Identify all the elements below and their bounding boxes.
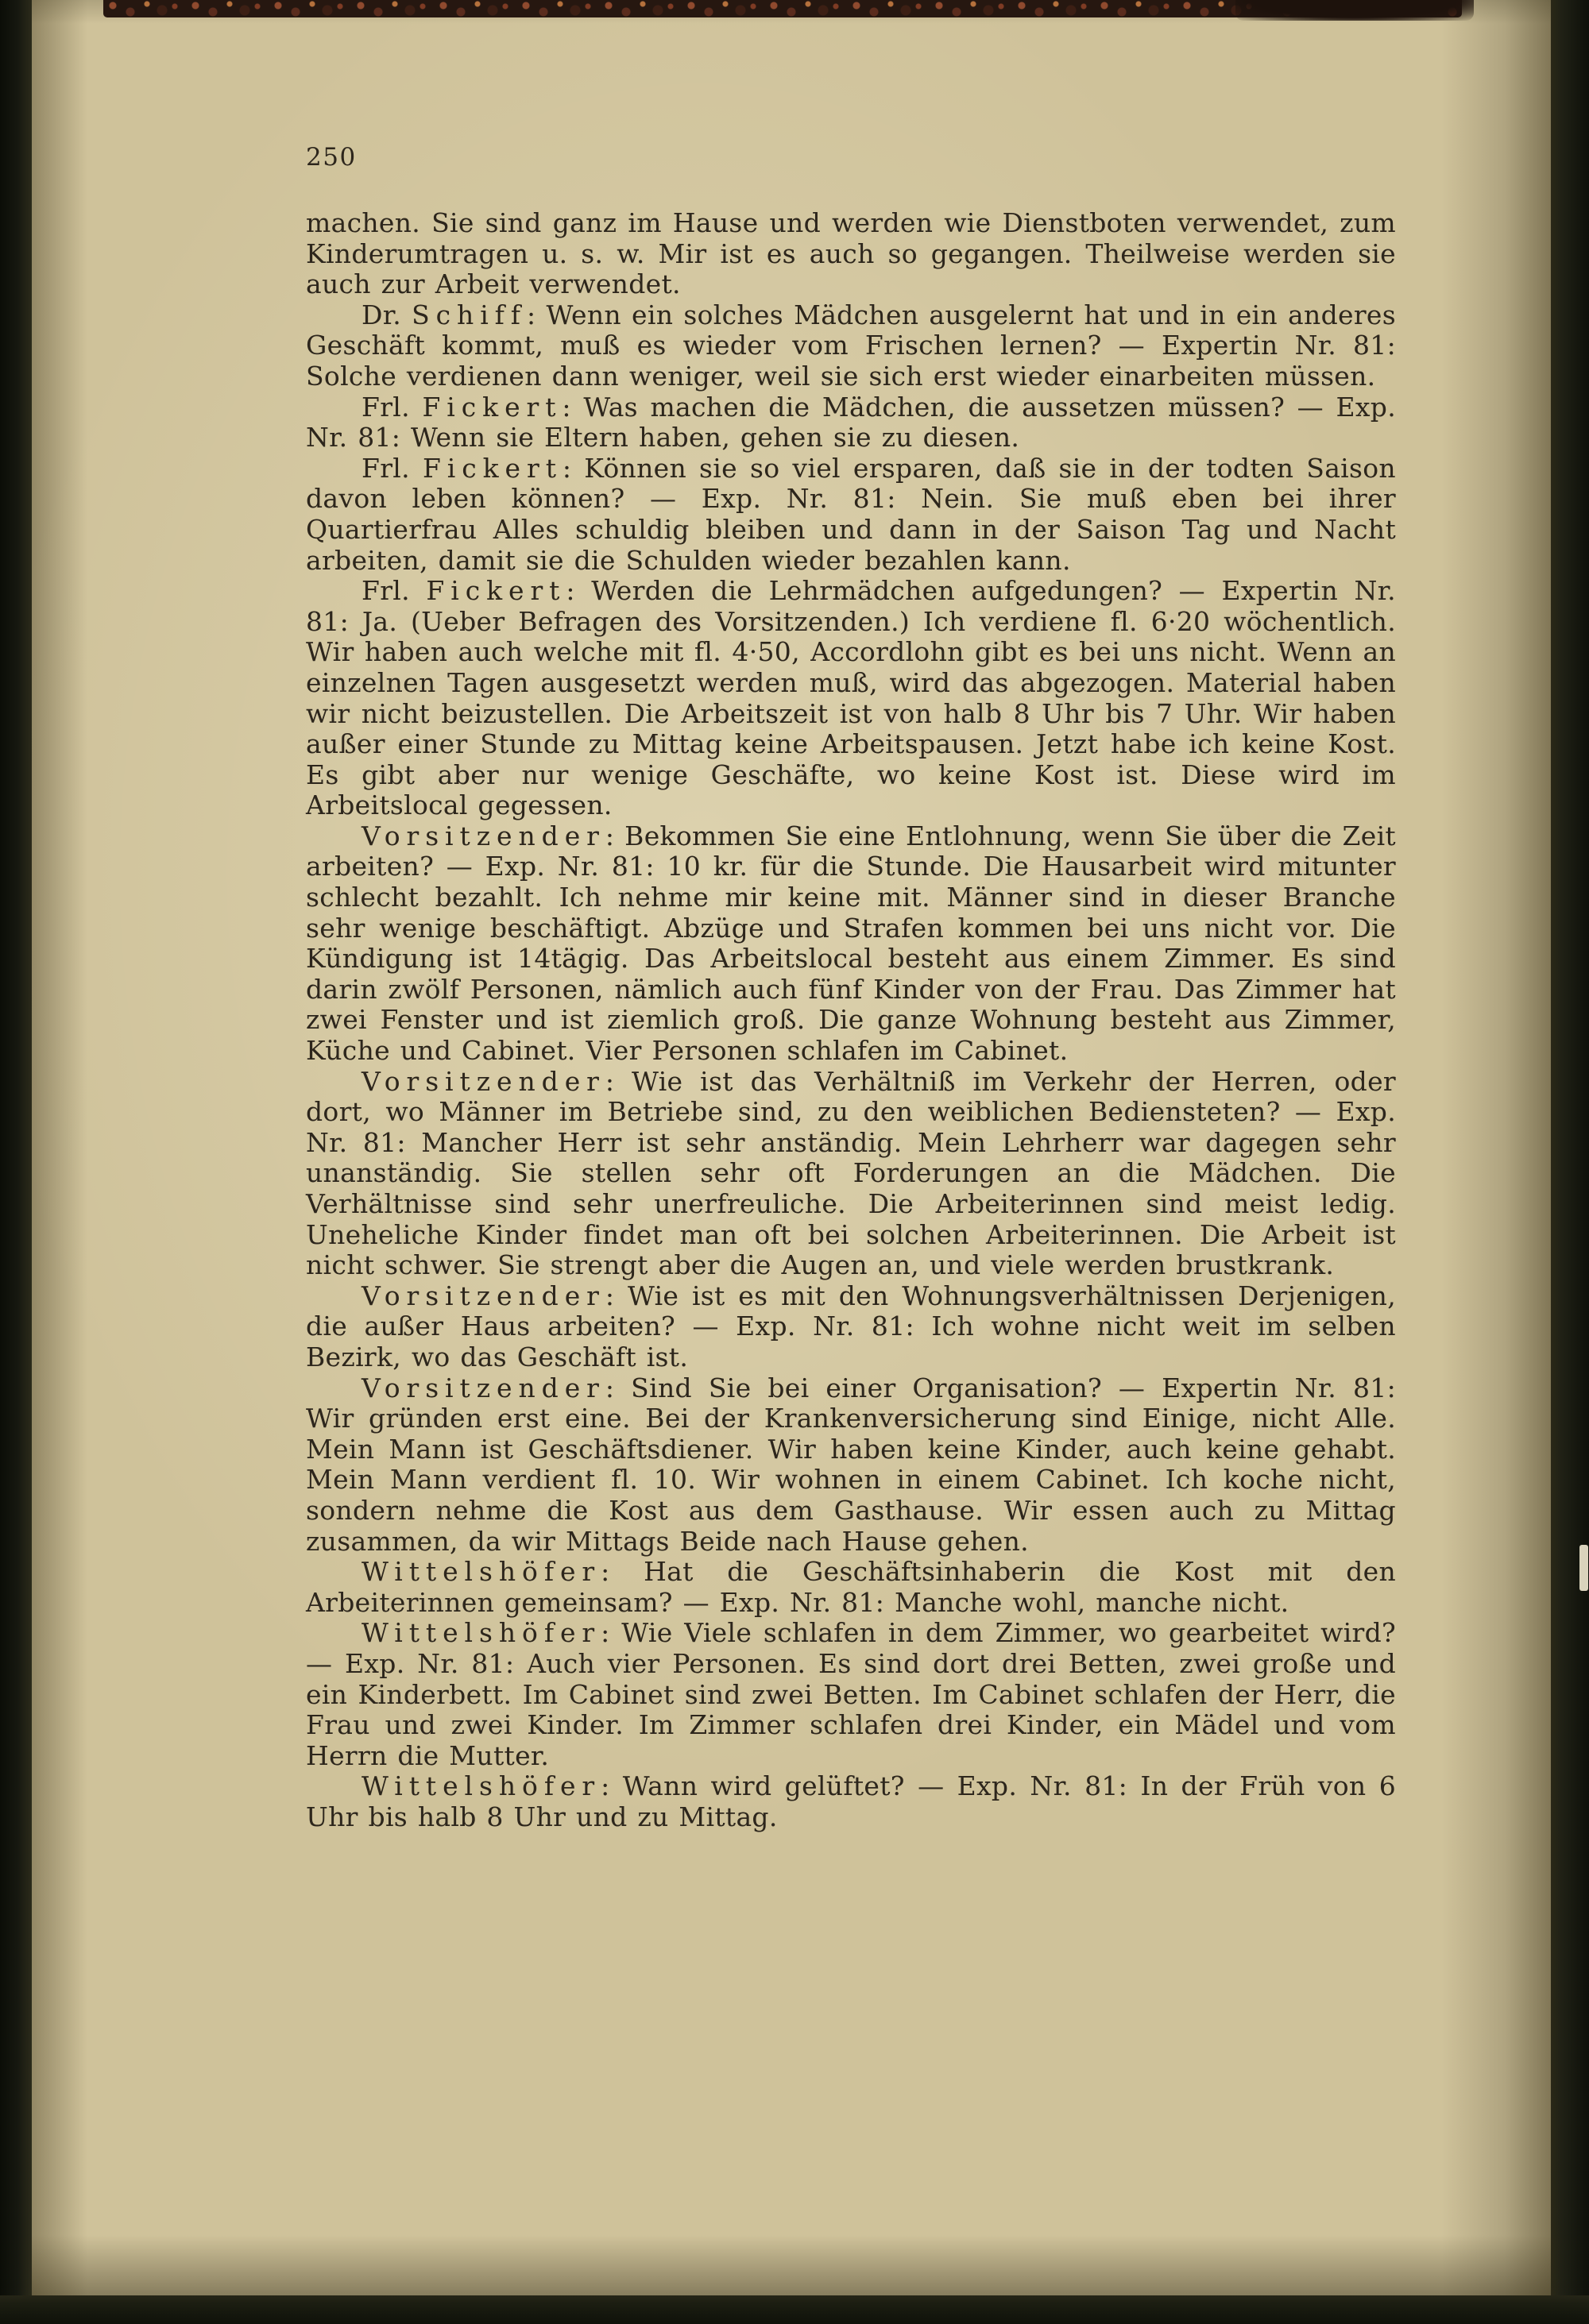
paragraph-text: : Sind Sie bei einer Organisation? — Expertin Nr. 81: Wir gründen erst eine. Bei der Krankenversicherung sind Einige, nicht Alle. Mein Mann ist Geschäftsdiener. Wir haben keine Kinder, auch keine gehabt. Mein Mann verdient fl. 10. Wir wohnen in einem Cabinet. Ich koche nicht, sondern nehme die Kost aus dem Gasthause. Wir essen auch zu Mittag zusammen, da wir Mittags Beide nach Hause gehen. bbox=[306, 1372, 1396, 1557]
paragraph-text: : Wie ist es mit den Wohnungsverhältnissen Derjenigen, die außer Haus arbeiten? — Exp. Nr. 81: Ich wohne nicht weit im selben Bezirk, wo das Geschäft ist. bbox=[306, 1280, 1396, 1372]
speaker-name: Wittelshöfer bbox=[361, 1770, 601, 1802]
paragraph bbox=[306, 1557, 1396, 1618]
speaker-name: Vorsitzender bbox=[361, 820, 605, 851]
book-binding-left bbox=[0, 0, 32, 2324]
paragraph bbox=[306, 1373, 1396, 1558]
book-edge-bottom bbox=[0, 2295, 1589, 2324]
speaker-name: Fickert bbox=[422, 452, 563, 484]
paragraph bbox=[306, 1618, 1396, 1771]
paragraph-text: : Was machen die Mädchen, die aussetzen müssen? — Exp. Nr. 81: Wenn sie Eltern haben, gehen sie zu diesen. bbox=[306, 391, 1396, 454]
marbled-edge-top-right bbox=[1235, 0, 1474, 21]
paragraph bbox=[306, 821, 1396, 1067]
page-marker-sliver bbox=[1579, 1545, 1588, 1591]
paragraph bbox=[306, 1771, 1396, 1832]
page-edge-right bbox=[1551, 0, 1589, 2324]
paragraph bbox=[306, 392, 1396, 454]
speaker-name: Fickert bbox=[422, 391, 563, 423]
paragraph bbox=[306, 300, 1396, 392]
paragraph-text: : Wann wird gelüftet? — Exp. Nr. 81: In der Früh von 6 Uhr bis halb 8 Uhr und zu Mittag. bbox=[306, 1770, 1396, 1832]
paragraph-text: machen. Sie sind ganz im Hause und werden wie Dienstboten verwendet, zum Kinderumtragen u. s. w. Mir ist es auch so gegangen. Theilweise werden sie auch zur Arbeit verwendet. bbox=[306, 207, 1396, 300]
paragraph bbox=[306, 454, 1396, 576]
paragraph bbox=[306, 1067, 1396, 1281]
speaker-name: Wittelshöfer bbox=[361, 1617, 601, 1649]
paragraph bbox=[306, 208, 1396, 300]
paragraph-text: : Hat die Geschäftsinhaberin die Kost mit den Arbeiterinnen gemeinsam? — Exp. Nr. 81: Manche wohl, manche nicht. bbox=[306, 1556, 1396, 1618]
paragraph-text: : Wenn ein solches Mädchen ausgelernt hat und in ein anderes Geschäft kommt, muß es wieder vom Frischen lernen? — Expertin Nr. 81: Solche verdienen dann weniger, weil sie sich erst wieder einarbeiten müssen. bbox=[306, 299, 1396, 392]
speaker-name: Fickert bbox=[426, 575, 566, 607]
paragraph-text: : Werden die Lehrmädchen aufgedungen? — Expertin Nr. 81: Ja. (Ueber Befragen des Vorsitzenden.) Ich verdiene fl. 6·20 wöchentlich. Wir haben auch welche mit fl. 4·50, Accordlohn gibt es bei uns nicht. Wenn an einzelnen Tagen ausgesetzt werden muß, wird das abgezogen. Material haben wir nicht beizustellen. Die Arbeitszeit ist von halb 8 Uhr bis 7 Uhr. Wir haben außer einer Stunde zu Mittag keine Arbeitspausen. Jetzt habe ich keine Kost. Es gibt aber nur wenige Geschäfte, wo keine Kost ist. Diese wird im Arbeitslocal gegessen. bbox=[306, 575, 1396, 821]
speaker-name: Vorsitzender bbox=[361, 1280, 605, 1311]
speaker-name: Vorsitzender bbox=[361, 1372, 605, 1403]
speaker-name: Schiff bbox=[412, 299, 527, 330]
paragraph-text: : Bekommen Sie eine Entlohnung, wenn Sie über die Zeit arbeiten? — Exp. Nr. 81: 10 kr. für die Stunde. Die Hausarbeit wird mitunter schlecht bezahlt. Ich nehme mir keine mit. Männer sind in dieser Branche sehr wenige beschäftigt. Abzüge und Strafen kommen bei uns nicht vor. Die Kündigung ist 14tägig. Das Arbeitslocal besteht aus einem Zimmer. Es sind darin zwölf Personen, nämlich auch fünf Kinder von der Frau. Das Zimmer hat zwei Fenster und ist ziemlich groß. Die ganze Wohnung besteht aus Zimmer, Küche und Cabinet. Vier Personen schlafen im Cabinet. bbox=[306, 820, 1396, 1067]
speaker-prefix: Dr. bbox=[361, 299, 412, 330]
page-number: 250 bbox=[306, 143, 357, 172]
paragraph-text: : Können sie so viel ersparen, daß sie in der todten Saison davon leben können? — Exp. Nr. 81: Nein. Sie muß eben bei ihrer Quartierfrau Alles schuldig bleiben und dann in der Saison Tag und Nacht arbeiten, damit sie die Schulden wieder bezahlen kann. bbox=[306, 452, 1396, 576]
speaker-name: Vorsitzender bbox=[361, 1065, 605, 1097]
speaker-prefix: Frl. bbox=[361, 575, 427, 607]
paragraph bbox=[306, 576, 1396, 821]
speaker-name: Wittelshöfer bbox=[361, 1556, 601, 1588]
text-block bbox=[306, 143, 1396, 1832]
speaker-prefix: Frl. bbox=[361, 452, 423, 484]
body-text bbox=[306, 208, 1396, 1832]
paragraph bbox=[306, 1281, 1396, 1373]
paragraph-text: : Wie Viele schlafen in dem Zimmer, wo gearbeitet wird? — Exp. Nr. 81: Auch vier Personen. Es sind dort drei Betten, zwei große und ein Kinderbett. Im Cabinet sind zwei Betten. Im Cabinet schlafen der Herr, die Frau und zwei Kinder. Im Zimmer schlafen drei Kinder, ein Mädel und vom Herrn die Mutter. bbox=[306, 1617, 1396, 1771]
book-page bbox=[32, 0, 1552, 2299]
speaker-prefix: Frl. bbox=[361, 391, 423, 423]
paragraph-text: : Wie ist das Verhältniß im Verkehr der Herren, oder dort, wo Männer im Betriebe sind, zu den weiblichen Bediensteten? — Exp. Nr. 81: Mancher Herr ist sehr anständig. Mein Lehrherr war dagegen sehr unanständig. Sie stellen sehr oft Forderungen an die Mädchen. Die Verhältnisse sind sehr unerfreuliche. Die Arbeiterinnen sind meist ledig. Uneheliche Kinder findet man oft bei solchen Arbeiterinnen. Die Arbeit ist nicht schwer. Sie strengt aber die Augen an, und viele werden brustkrank. bbox=[306, 1065, 1396, 1281]
